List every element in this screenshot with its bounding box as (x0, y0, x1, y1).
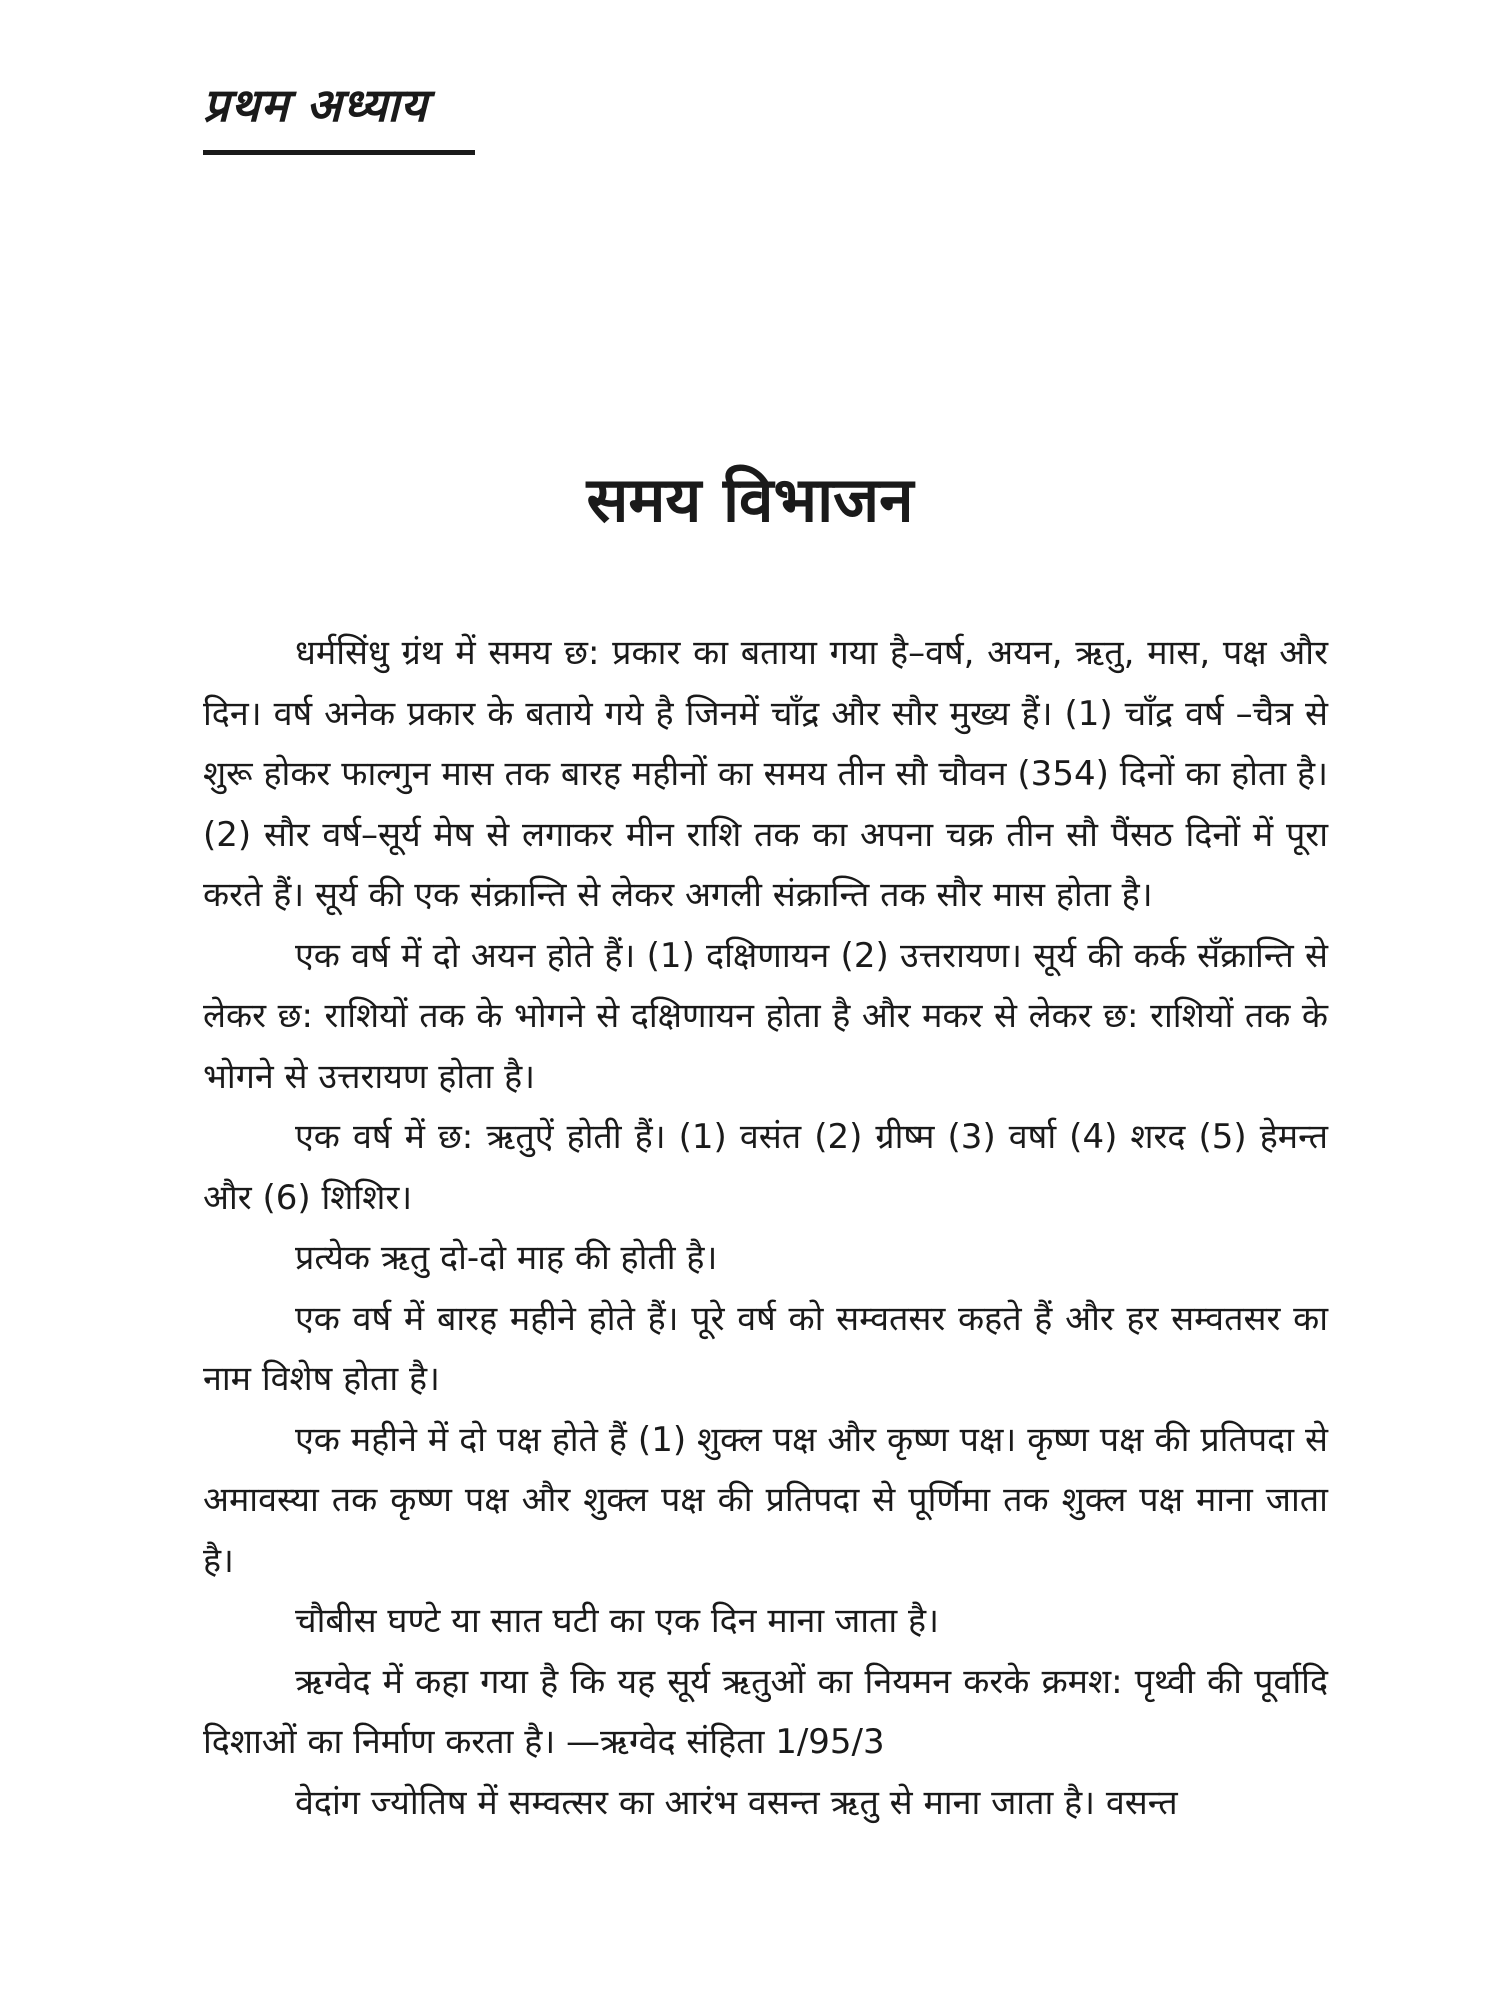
paragraph: वेदांग ज्योतिष में सम्वत्सर का आरंभ वसन्त ऋतु से माना जाता है। वसन्त (295, 1782, 1178, 1823)
paragraph: चौबीस घण्टे या सात घटी का एक दिन माना जाता है। (295, 1601, 939, 1641)
paragraph: धर्मसिंधु ग्रंथ में समय छ: प्रकार का बताया गया है–वर्ष, अयन, ऋतु, मास, पक्ष और दिन। वर्ष अनेक प्रकार के बताये गये है जिनमें चाँद्र और सौर मुख्य हैं। (1) चाँद्र वर्ष –चैत्र से शुरू होकर फाल्गुन मास तक बारह महीनों का समय तीन सौ चौवन (354) दिनों का होता है। (2) सौर वर्ष–सूर्य मेष से लगाकर मीन राशि तक का अपना चक्र तीन सौ पैंसठ दिनों में पूरा करते हैं। सूर्य की एक संक्रान्ति से लेकर अगली संक्रान्ति तक सौर मास होता है। (203, 633, 1328, 915)
chapter-label: प्रथम अध्याय (203, 78, 428, 132)
page-title: समय विभाजन (586, 463, 914, 536)
paragraph: ऋग्वेद में कहा गया है कि यह सूर्य ऋतुओं का नियमन करके क्रमश: पृथ्वी की पूर्वादि दिशाओं का निर्माण करता है। —ऋग्वेद संहिता 1/95/3 (203, 1661, 1328, 1762)
paragraph: एक वर्ष में छ: ऋतुऐं होती हैं। (1) वसंत (2) ग्रीष्म (3) वर्षा (4) शरद (5) हेमन्त और (6) शिशिर। (203, 1117, 1328, 1218)
body-text (203, 623, 1328, 1833)
paragraph: एक वर्ष में बारह महीने होते हैं। पूरे वर्ष को सम्वतसर कहते हैं और हर सम्वतसर का नाम विशेष होता है। (203, 1298, 1328, 1399)
chapter-underline (203, 150, 475, 155)
paragraph: प्रत्येक ऋतु दो-दो माह की होती है। (295, 1238, 718, 1278)
paragraph: एक वर्ष में दो अयन होते हैं। (1) दक्षिणायन (2) उत्तरायण। सूर्य की कर्क सँक्रान्ति से लेकर छ: राशियों तक के भोगने से दक्षिणायन होता है और मकर से लेकर छ: राशियों तक के भोगने से उत्तरायण होता है। (203, 935, 1328, 1097)
paragraph: एक महीने में दो पक्ष होते हैं (1) शुक्ल पक्ष और कृष्ण पक्ष। कृष्ण पक्ष की प्रतिपदा से अमावस्या तक कृष्ण पक्ष और शुक्ल पक्ष की प्रतिपदा से पूर्णिमा तक शुक्ल पक्ष माना जाता है। (203, 1419, 1328, 1581)
